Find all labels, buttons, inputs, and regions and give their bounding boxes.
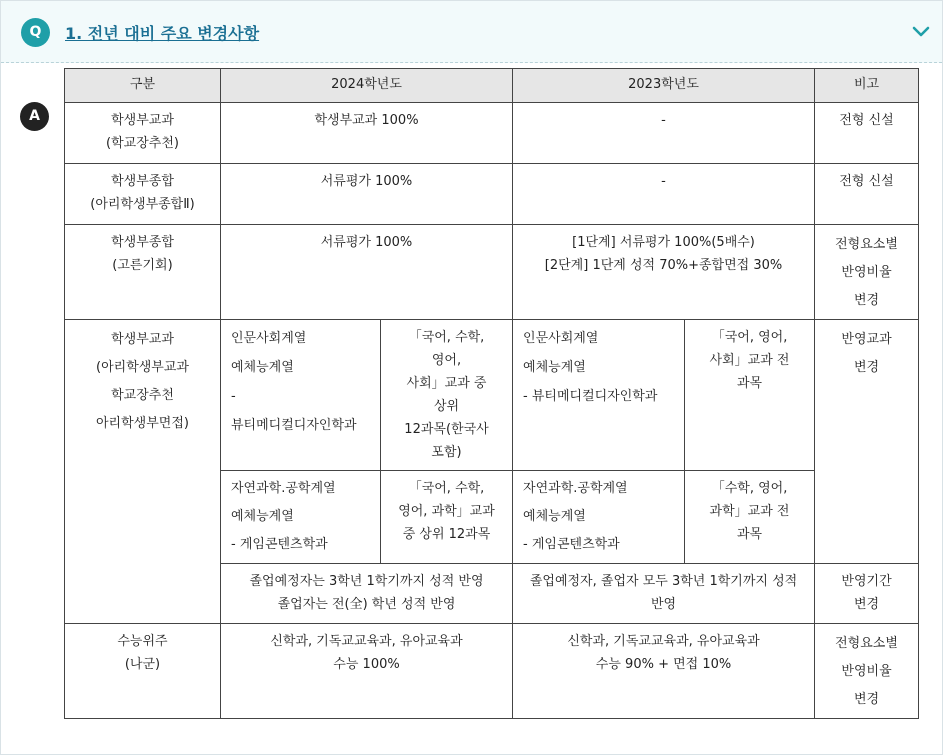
table-header-row (65, 69, 919, 103)
table-row (65, 624, 919, 719)
changes-table (64, 68, 919, 719)
question-badge: Q (21, 18, 50, 47)
cell-2023: 신학과, 기독교교육과, 유아교육과 수능 90% + 면접 10% (513, 624, 815, 719)
cell-2023: [1단계] 서류평가 100%(5배수) [2단계] 1단계 성적 70%+종합면접 30% (513, 225, 815, 320)
cell-2023-subjects: 「국어, 영어, 사회」교과 전 과목 (685, 320, 815, 471)
cell-2024-subjects: 「국어, 수학, 영어, 사회」교과 중 상위 12과목(한국사 포함) (381, 320, 513, 471)
answer-badge: A (20, 102, 49, 131)
header-2024: 2024학년도 (221, 69, 513, 103)
cell-2023-subjects: 「수학, 영어, 과학」교과 전 과목 (685, 471, 815, 564)
question-title[interactable]: 1. 전년 대비 주요 변경사항 (65, 24, 260, 43)
table-row (65, 103, 919, 164)
header-category: 구분 (65, 69, 221, 103)
cell-note: 전형 신설 (815, 103, 919, 164)
header-note: 비고 (815, 69, 919, 103)
cell-2023-dept: 자연과학.공학계열 예체능계열 - 게임콘텐츠학과 (513, 471, 685, 564)
cell-2024-subjects: 「국어, 수학, 영어, 과학」교과 중 상위 12과목 (381, 471, 513, 564)
cell-note: 반영기간 변경 (815, 564, 919, 624)
cell-note: 반영교과 변경 (815, 320, 919, 564)
table-row (65, 225, 919, 320)
cell-note: 전형요소별 반영비율 변경 (815, 225, 919, 320)
row-category: 학생부교과 (아리학생부교과 학교장추천 아리학생부면접) (65, 320, 221, 624)
cell-2023: - (513, 103, 815, 164)
row-category: 학생부종합 (아리학생부종합Ⅱ) (65, 164, 221, 225)
cell-note: 전형 신설 (815, 164, 919, 225)
table-row (65, 164, 919, 225)
question-header[interactable] (1, 1, 942, 63)
cell-2023-dept: 인문사회계열 예체능계열 - 뷰티메디컬디자인학과 (513, 320, 685, 471)
cell-2024: 학생부교과 100% (221, 103, 513, 164)
cell-2024-dept: 자연과학.공학계열 예체능계열 - 게임콘텐츠학과 (221, 471, 381, 564)
chevron-down-icon[interactable] (910, 23, 932, 41)
header-2023: 2023학년도 (513, 69, 815, 103)
row-category: 학생부교과 (학교장추천) (65, 103, 221, 164)
cell-note: 전형요소별 반영비율 변경 (815, 624, 919, 719)
cell-2023: - (513, 164, 815, 225)
cell-2024-dept: 인문사회계열 예체능계열 - 뷰티메디컬디자인학과 (221, 320, 381, 471)
row-category: 학생부종합 (고른기회) (65, 225, 221, 320)
cell-2023: 졸업예정자, 졸업자 모두 3학년 1학기까지 성적 반영 (513, 564, 815, 624)
cell-2024: 서류평가 100% (221, 164, 513, 225)
cell-2024: 신학과, 기독교교육과, 유아교육과 수능 100% (221, 624, 513, 719)
cell-2024: 졸업예정자는 3학년 1학기까지 성적 반영 졸업자는 전(全) 학년 성적 반영 (221, 564, 513, 624)
cell-2024: 서류평가 100% (221, 225, 513, 320)
table-row (65, 320, 919, 471)
row-category: 수능위주 (나군) (65, 624, 221, 719)
